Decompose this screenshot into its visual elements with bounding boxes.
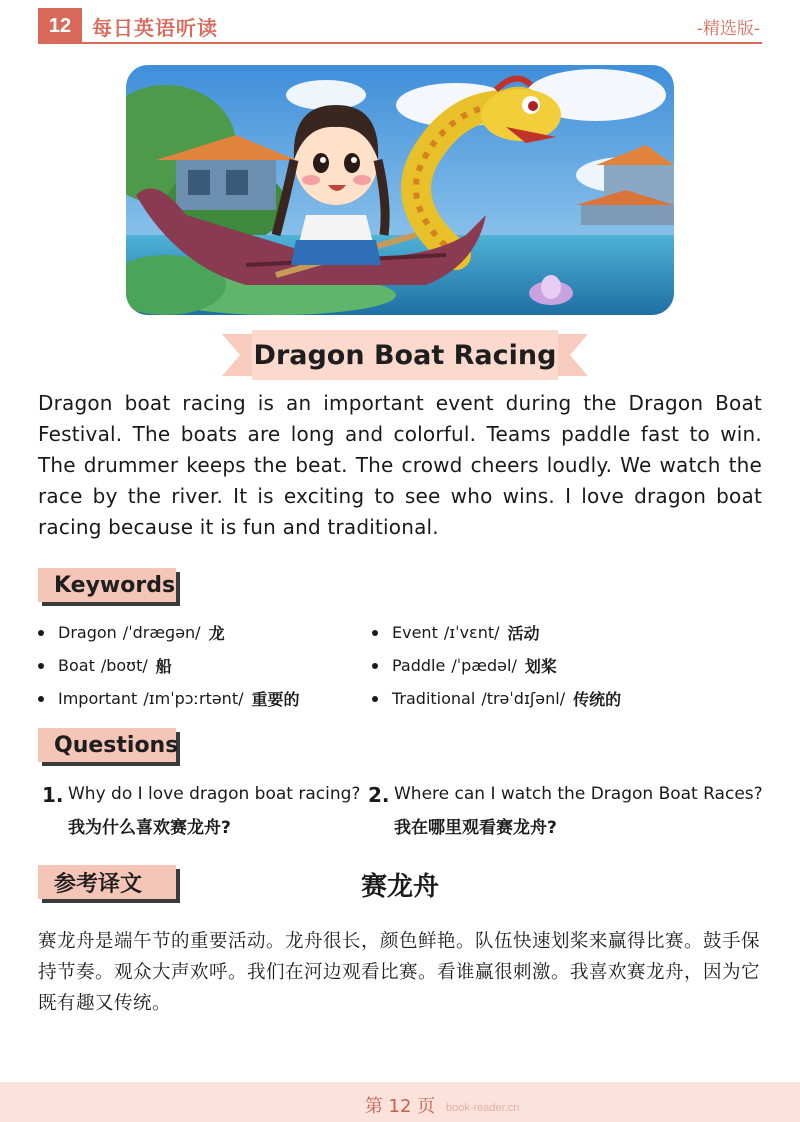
page-number-badge: 12	[38, 8, 82, 44]
question-item	[42, 783, 362, 843]
keyword-phonetic: /trəˈdɪʃənl/	[481, 689, 566, 708]
keyword-word: Traditional	[392, 689, 476, 708]
chinese-passage: 赛龙舟是端午节的重要活动。龙舟很长，颜色鲜艳。队伍快速划桨来赢得比赛。鼓手保持节奏。观众大声欢呼。我们在河边观看比赛。看谁赢很刺激。我喜欢赛龙舟，因为它既有趣又传统。	[38, 931, 761, 1014]
keyword-translation: 传统的	[573, 690, 622, 709]
keyword-translation: 船	[155, 657, 172, 676]
keyword-phonetic: /ˈdræɡən/	[122, 623, 201, 642]
translation-label-text: 参考译文	[54, 871, 143, 897]
question-chinese: 我在哪里观看赛龙舟?	[394, 818, 557, 838]
keywords-label-text: Keywords	[54, 572, 176, 598]
hero-illustration	[126, 65, 674, 315]
keyword-item	[38, 649, 368, 682]
english-passage: Dragon boat racing is an important event during the Dragon Boat Festival. The boats are long and colorful. Teams paddle fast to win. The drummer keeps the beat. The crowd cheers loudly. We watch the race by the river. It is exciting to see who wins. I love dragon boat racing because it is fun and traditional.	[38, 391, 762, 539]
keywords-section-label	[38, 568, 176, 602]
header-divider	[82, 42, 762, 44]
keyword-item	[372, 649, 762, 682]
question-item	[368, 783, 768, 843]
illustration-girl-dragon-boat-icon	[126, 65, 674, 315]
question-chinese: 我为什么喜欢赛龙舟?	[68, 818, 231, 838]
question-number: 1.	[42, 783, 64, 807]
questions-section-label	[38, 728, 179, 762]
keyword-word: Paddle	[392, 656, 446, 675]
bullet-icon	[372, 696, 378, 702]
keyword-item	[38, 682, 368, 715]
question-number: 2.	[368, 783, 390, 807]
keyword-item	[372, 616, 762, 649]
keyword-phonetic: /ɪmˈpɔːrtənt/	[143, 689, 244, 708]
keyword-word: Important	[58, 689, 138, 708]
article-title: Dragon Boat Racing	[253, 339, 557, 371]
article-title-banner	[222, 330, 588, 380]
keyword-word: Event	[392, 623, 438, 642]
keyword-word: Boat	[58, 656, 95, 675]
page-header	[38, 8, 762, 44]
keyword-translation: 划桨	[524, 657, 557, 676]
keywords-list-left	[38, 616, 368, 715]
page-footer	[0, 1082, 800, 1122]
keyword-item	[38, 616, 368, 649]
footer-page-number: 第 12 页	[364, 1096, 436, 1117]
keyword-item	[372, 682, 762, 715]
question-english: Why do I love dragon boat racing?	[68, 784, 361, 804]
bullet-icon	[372, 663, 378, 669]
bullet-icon	[372, 630, 378, 636]
keyword-translation: 活动	[507, 624, 540, 643]
keyword-translation: 龙	[208, 624, 225, 643]
bullet-icon	[38, 663, 44, 669]
edition-label: -精选版-	[696, 19, 760, 39]
bullet-icon	[38, 696, 44, 702]
watermark: book-reader.cn	[446, 1102, 520, 1114]
questions-label-text: Questions	[54, 732, 179, 758]
keyword-translation: 重要的	[251, 690, 300, 709]
book-title: 每日英语听读	[92, 16, 218, 40]
keyword-phonetic: /ɪˈvɛnt/	[443, 623, 500, 642]
translation-title: 赛龙舟	[360, 872, 439, 902]
question-english: Where can I watch the Dragon Boat Races?	[394, 784, 763, 804]
keyword-word: Dragon	[58, 623, 117, 642]
keyword-phonetic: /boʊt/	[100, 656, 148, 675]
keyword-phonetic: /ˈpædəl/	[451, 656, 517, 675]
keywords-list-right	[372, 616, 762, 715]
translation-section-label	[38, 865, 176, 899]
bullet-icon	[38, 630, 44, 636]
